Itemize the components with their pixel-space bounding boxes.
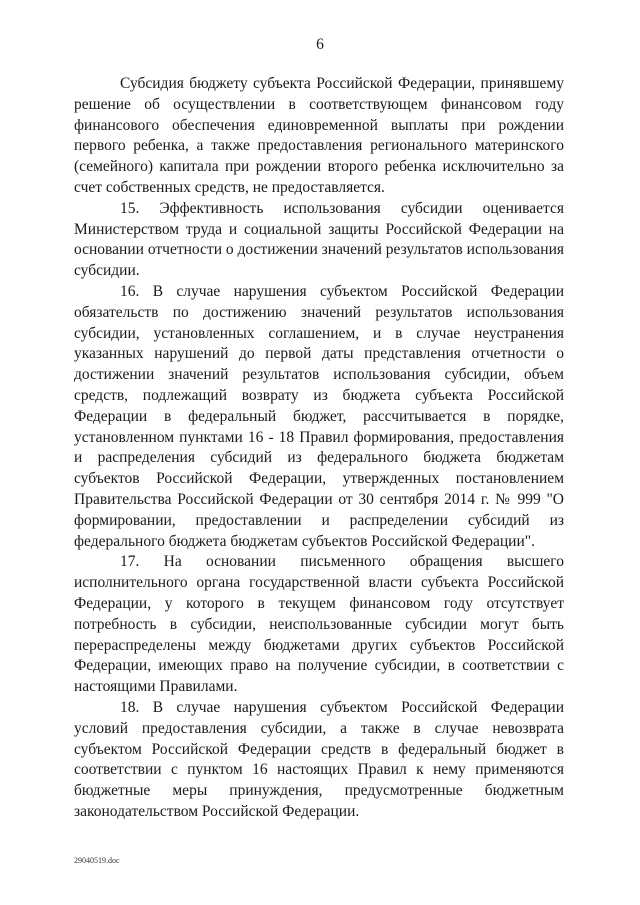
paragraph-16-violation: 16. В случае нарушения субъектом Российской Федерации обязательств по достижению значений результатов использования субсидии, установленных соглашением, и в случае неустранения указанных нарушений до первой даты представления отчетности о достижении значений результатов использования субсидии, объем средств, подлежащий возврату из бюджета субъекта Российской Федерации в федеральный бюджет, рассчитывается в порядке, установленном пунктами 16 - 18 Правил формирования, предоставления и распределения субсидий из федерального бюджета бюджетам субъектов Российской Федерации, утвержденных постановлением Правительства Российской Федерации от 30 сентября 2014 г. № 999 "О формировании, предоставлении и распределении субсидий из федерального бюджета бюджетам субъектов Российской Федерации". — [74, 282, 564, 550]
document-body — [74, 74, 564, 823]
paragraph-17-redistribution: 17. На основании письменного обращения высшего исполнительного органа государственной власти субъекта Российской Федерации, у которого в текущем финансовом году отсутствует потребность в субсидии, неиспользованные субсидии могут быть перераспределены между бюджетами других субъектов Российской Федерации, имеющих право на получение субсидии, в соответствии с настоящими Правилами. — [74, 553, 564, 696]
paragraph-15-efficiency: 15. Эффективность использования субсидии оценивается Министерством труда и социальной защиты Российской Федерации на основании отчетности о достижении значений результатов использования субсидии. — [74, 199, 564, 280]
paragraph-18-enforcement: 18. В случае нарушения субъектом Российской Федерации условий предоставления субсидии, а также в случае невозврата субъектом Российской Федерации средств в федеральный бюджет в соответствии с пунктом 16 настоящих Правил к нему применяются бюджетные меры принуждения, предусмотренные бюджетным законодательством Российской Федерации. — [74, 698, 564, 820]
page-number: 6 — [316, 36, 324, 53]
document-file-code: 29040519.doc — [74, 856, 120, 865]
paragraph-subsidy-refusal: Субсидия бюджету субъекта Российской Федерации, принявшему решение об осуществлении в соответствующем финансовом году финансового обеспечения единовременной выплаты при рождении первого ребенка, а также предоставления регионального материнского (семейного) капитала при рождении второго ребенка исключительно за счет собственных средств, не предоставляется. — [74, 75, 564, 196]
